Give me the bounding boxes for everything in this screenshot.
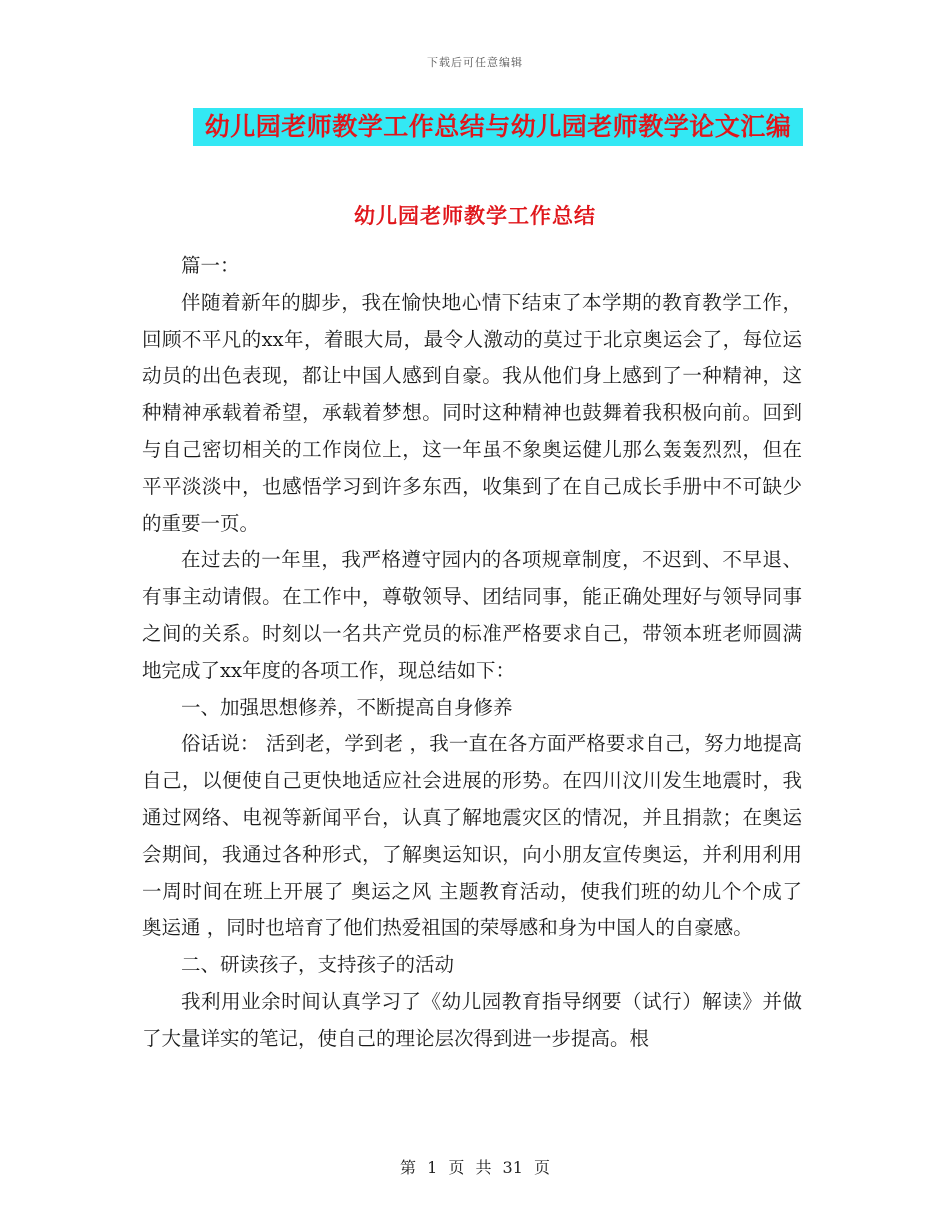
section-heading: 二、研读孩子，支持孩子的活动	[181, 953, 455, 977]
paragraph: 在过去的一年里，我严格遵守园内的各项规章制度，不迟到、不早退、有事主动请假。在工作中，尊敬领导、团结同事，能正确处理好与领导同事之间的关系。时刻以一名共产党员的标准严格要求自己，带领本班老师圆满地完成了xx年度的各项工作，现总结如下：	[142, 548, 802, 682]
main-title-highlight	[193, 108, 803, 146]
page-number: 第 1 页 共 31 页	[400, 1158, 550, 1177]
section-heading: 一、加强思想修养，不断提高自身修养	[181, 695, 513, 719]
paragraph: 我利用业余时间认真学习了《幼儿园教育指导纲要（试行）解读》并做了大量详实的笔记，使自己的理论层次得到进一步提高。根	[142, 989, 802, 1050]
main-title: 幼儿园老师教学工作总结与幼儿园老师教学论文汇编	[204, 112, 792, 141]
chapter-label: 篇一：	[181, 254, 240, 277]
header-note: 下载后可任意编辑	[427, 56, 523, 69]
body-text	[142, 248, 802, 1058]
paragraph: 俗话说： 活到老，学到老 ，我一直在各方面严格要求自己，努力地提高自己，以便使自己更快地适应社会进展的形势。在四川汶川发生地震时，我通过网络、电视等新闻平台，认真了解地震灾区的情况，并且捐款；在奥运会期间，我通过各种形式，了解奥运知识，向小朋友宣传奥运，并利用利用一周时间在班上开展了 奥运之风 主题教育活动，使我们班的幼儿个个成了 奥运通 ，同时也培育了他们热爱祖国的荣辱感和身为中国人的自豪感。	[142, 732, 802, 940]
paragraph: 伴随着新年的脚步，我在愉快地心情下结束了本学期的教育教学工作，回顾不平凡的xx年，着眼大局，最令人激动的莫过于北京奥运会了，每位运动员的出色表现，都让中国人感到自豪。我从他们身上感到了一种精神，这种精神承载着希望，承载着梦想。同时这种精神也鼓舞着我积极向前。回到与自己密切相关的工作岗位上，这一年虽不象奥运健儿那么轰轰烈烈，但在平平淡淡中，也感悟学习到许多东西，收集到了在自己成长手册中不可缺少的重要一页。	[142, 290, 802, 535]
section-title: 幼儿园老师教学工作总结	[354, 203, 596, 228]
